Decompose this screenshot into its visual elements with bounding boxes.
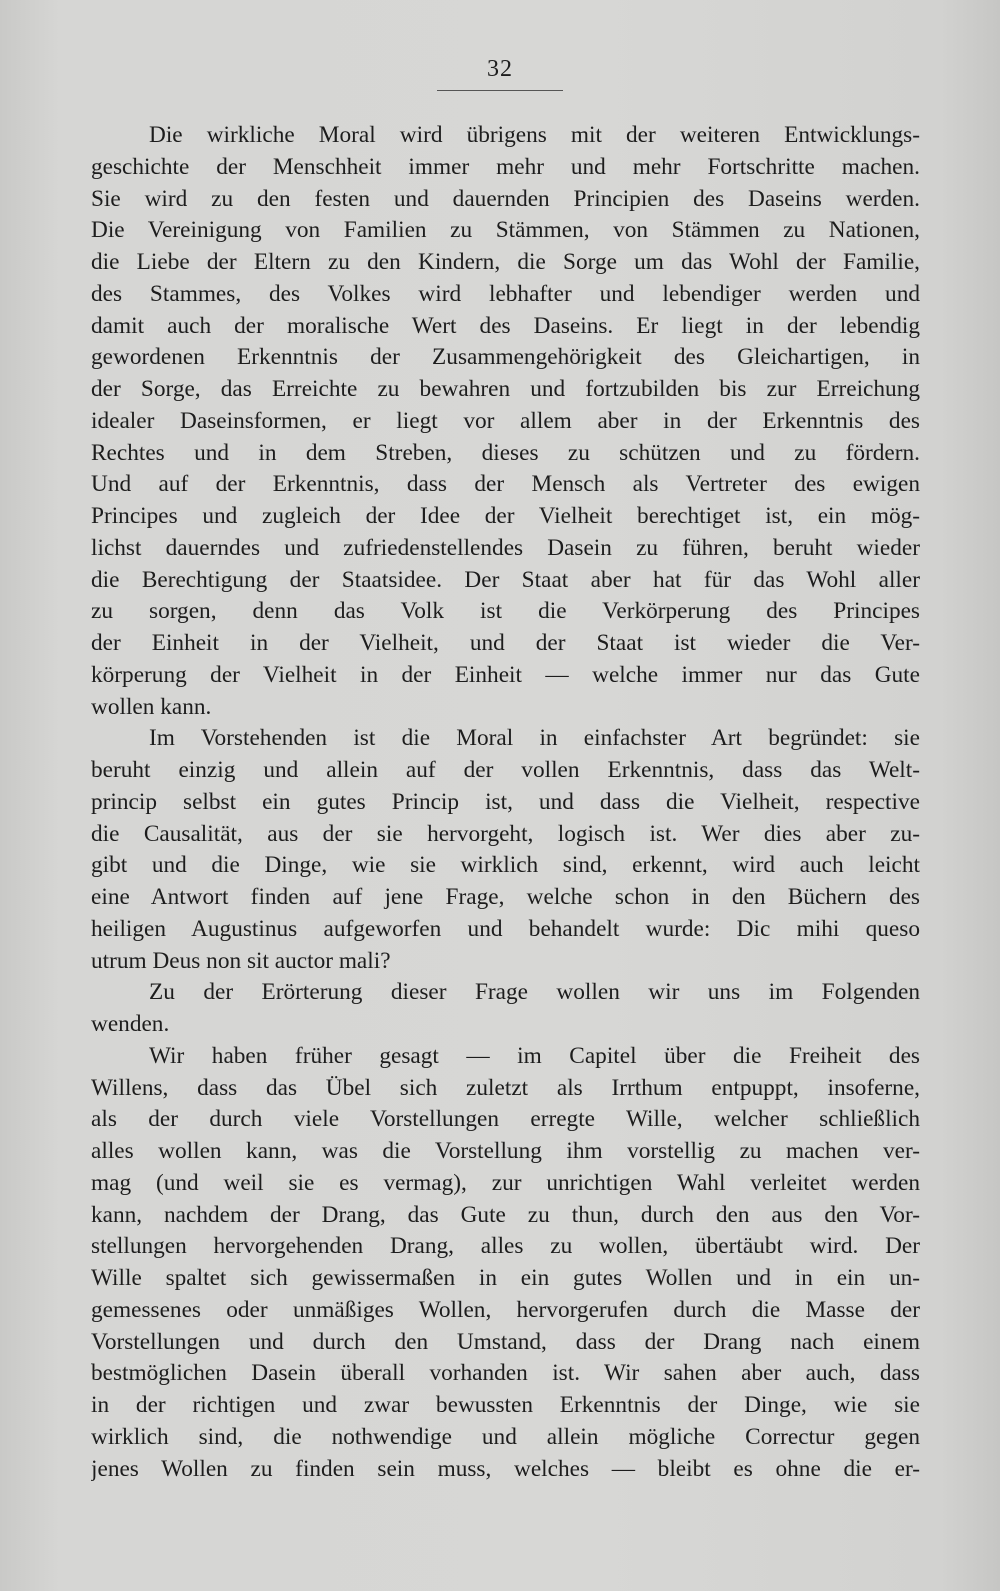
text-line: geschichte der Menschheit immer mehr und mehr Fortschritte machen.	[91, 153, 920, 180]
text-line: körperung der Vielheit in der Einheit — welche immer nur das Gute	[91, 661, 920, 688]
text-line: kann, nachdem der Drang, das Gute zu thun, durch den aus den Vor-	[91, 1201, 920, 1228]
text-line: in der richtigen und zwar bewussten Erkenntnis der Dinge, wie sie	[91, 1392, 920, 1418]
text-line: die Liebe der Eltern zu den Kindern, die Sorge um das Wohl der Familie,	[91, 249, 920, 275]
text-line: als der durch viele Vorstellungen erregte Wille, welcher schließlich	[91, 1106, 920, 1133]
page-number-rule	[437, 90, 563, 91]
text-line: Und auf der Erkenntnis, dass der Mensch als Vertreter des ewigen	[91, 471, 920, 498]
text-line: wirklich sind, die nothwendige und allein mögliche Correctur gegen	[91, 1423, 920, 1450]
text-line: der Einheit in der Vielheit, und der Staat ist wieder die Ver-	[91, 630, 920, 656]
page-number: 32	[487, 56, 513, 82]
text-line: gewordenen Erkenntnis der Zusammengehörigkeit des Gleichartigen, in	[91, 344, 920, 371]
text-line: princip selbst ein gutes Princip ist, und dass die Vielheit, respective	[91, 788, 920, 815]
text-line: Rechtes und in dem Streben, dieses zu schützen und zu fördern.	[91, 439, 920, 466]
text-line: Die wirkliche Moral wird übrigens mit der weiteren Entwicklungs-	[149, 122, 920, 148]
text-line: beruht einzig und allein auf der vollen Erkenntnis, dass das Welt-	[91, 757, 920, 783]
text-line: Principes und zugleich der Idee der Vielheit berechtiget ist, ein mög-	[91, 503, 920, 529]
text-line: Wir haben früher gesagt — im Capitel über die Freiheit des	[149, 1042, 920, 1069]
text-line: idealer Daseinsformen, er liegt vor allem aber in der Erkenntnis des	[91, 407, 920, 434]
text-line: wenden.	[91, 1011, 170, 1037]
text-line: Zu der Erörterung dieser Frage wollen wir uns im Folgenden	[149, 979, 920, 1006]
text-line: die Causalität, aus der sie hervorgeht, logisch ist. Wer dies aber zu-	[91, 820, 920, 847]
text-line: der Sorge, das Erreichte zu bewahren und fortzubilden bis zur Erreichung	[91, 376, 920, 402]
text-line: Im Vorstehenden ist die Moral in einfachster Art begründet: sie	[149, 725, 920, 752]
text-line: gemessenes oder unmäßiges Wollen, hervorgerufen durch die Masse der	[91, 1296, 920, 1323]
text-line: mag (und weil sie es vermag), zur unrichtigen Wahl verleitet werden	[91, 1169, 920, 1196]
text-line: wollen kann.	[91, 693, 212, 720]
text-line: stellungen hervorgehenden Drang, alles zu wollen, übertäubt wird. Der	[91, 1233, 920, 1260]
text-line: Willens, dass das Übel sich zuletzt als Irrthum entpuppt, insoferne,	[91, 1074, 920, 1101]
text-line: bestmöglichen Dasein überall vorhanden ist. Wir sahen aber auch, dass	[91, 1360, 920, 1387]
text-line: eine Antwort finden auf jene Frage, welche schon in den Büchern des	[91, 884, 920, 910]
text-line: Sie wird zu den festen und dauernden Principien des Daseins werden.	[91, 185, 920, 212]
text-line: zu sorgen, denn das Volk ist die Verkörperung des Principes	[91, 598, 920, 625]
text-line: lichst dauerndes und zufriedenstellendes Dasein zu führen, beruht wieder	[91, 534, 920, 561]
text-line: Wille spaltet sich gewissermaßen in ein gutes Wollen und in ein un-	[91, 1265, 920, 1291]
text-line: gibt und die Dinge, wie sie wirklich sind, erkennt, wird auch leicht	[91, 852, 920, 879]
text-line: damit auch der moralische Wert des Daseins. Er liegt in der lebendig	[91, 312, 920, 339]
text-line: alles wollen kann, was die Vorstellung ihm vorstellig zu machen ver-	[91, 1138, 920, 1164]
text-line: die Berechtigung der Staatsidee. Der Staat aber hat für das Wohl aller	[91, 566, 920, 593]
body-text	[91, 120, 920, 1485]
text-line: jenes Wollen zu finden sein muss, welches — bleibt es ohne die er-	[91, 1455, 920, 1482]
text-line: heiligen Augustinus aufgeworfen und behandelt wurde: Dic mihi queso	[91, 915, 920, 942]
text-line: utrum Deus non sit auctor mali?	[91, 947, 391, 974]
text-line: Die Vereinigung von Familien zu Stämmen, von Stämmen zu Nationen,	[91, 217, 920, 244]
text-line: Vorstellungen und durch den Umstand, dass der Drang nach einem	[91, 1328, 920, 1355]
text-line: des Stammes, des Volkes wird lebhafter und lebendiger werden und	[91, 280, 920, 307]
